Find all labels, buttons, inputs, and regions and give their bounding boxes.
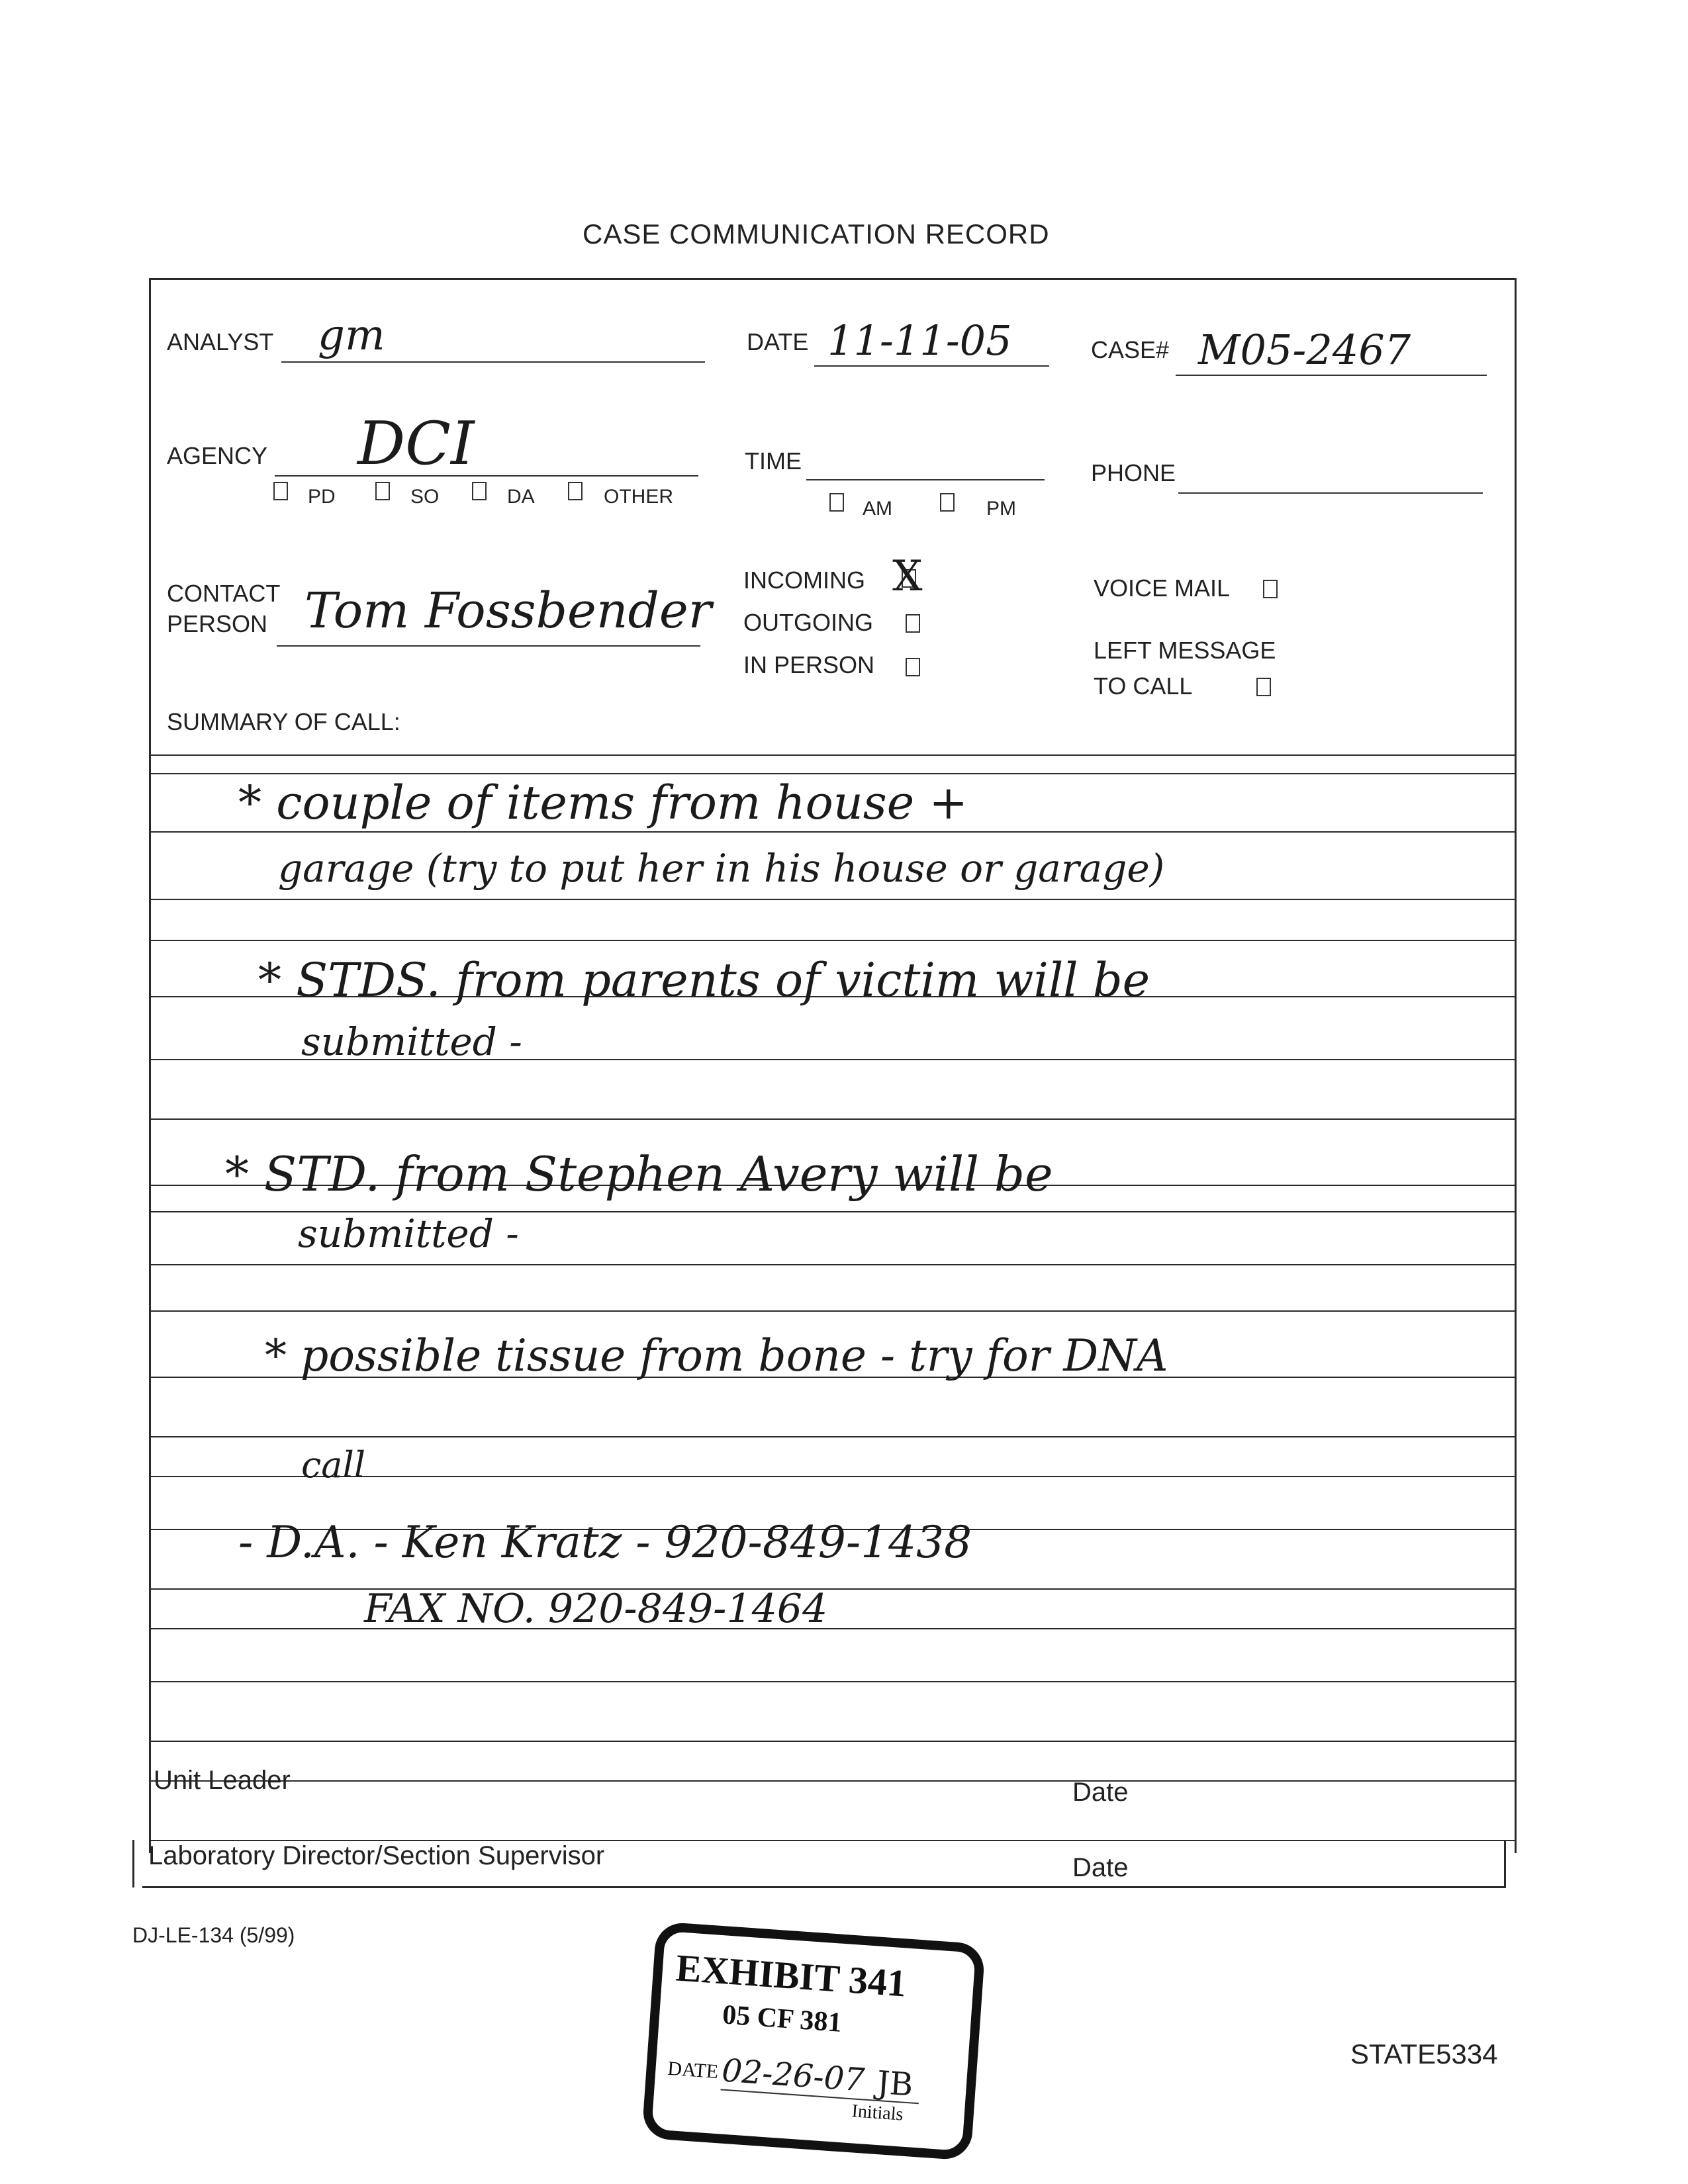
summary-line-10: FAX NO. 920-849-1464: [364, 1586, 828, 1632]
analyst-value: gm: [318, 311, 385, 360]
contact-label-1: CONTACT: [167, 580, 281, 607]
summary-line-8: call: [301, 1444, 365, 1486]
summary-line-1: * couple of items from house +: [238, 776, 968, 830]
date-label: DATE: [747, 328, 809, 355]
left-message-label-1: LEFT MESSAGE: [1094, 637, 1276, 664]
da-label: DA: [507, 486, 535, 508]
incoming-check-mark: X: [892, 552, 923, 601]
other-label: OTHER: [604, 486, 673, 508]
time-label: TIME: [745, 447, 802, 475]
unit-leader-date-label: Date: [1072, 1778, 1129, 1807]
other-checkbox[interactable]: [568, 482, 583, 500]
stamp-initials-value: JB: [875, 2064, 915, 2104]
in-person-label: IN PERSON: [743, 651, 875, 678]
agency-value: DCI: [357, 409, 475, 478]
bates-number: STATE5334: [1350, 2038, 1498, 2070]
pm-label: PM: [986, 498, 1016, 520]
summary-line-6: submitted -: [298, 1211, 519, 1256]
unit-leader-label: Unit Leader: [154, 1766, 291, 1795]
lab-director-label: Laboratory Director/Section Supervisor: [148, 1841, 605, 1870]
stamp-date-value: 02-26-07: [720, 2052, 866, 2099]
lab-director-date-label: Date: [1072, 1853, 1129, 1882]
left-message-checkbox[interactable]: [1256, 678, 1271, 696]
contact-value: Tom Fossbender: [305, 582, 712, 639]
contact-label-2: PERSON: [167, 610, 268, 637]
summary-line-4: submitted -: [301, 1019, 522, 1064]
am-checkbox[interactable]: [829, 493, 844, 512]
stamp-date-label: DATE: [667, 2057, 720, 2083]
am-label: AM: [863, 498, 892, 520]
case-value: M05-2467: [1198, 326, 1411, 374]
summary-label: SUMMARY OF CALL:: [167, 708, 400, 735]
pm-checkbox[interactable]: [940, 493, 955, 512]
da-checkbox[interactable]: [472, 482, 487, 500]
page-title: CASE COMMUNICATION RECORD: [583, 218, 1050, 250]
pd-checkbox[interactable]: [273, 482, 288, 500]
analyst-label: ANALYST: [167, 328, 274, 355]
form-number: DJ-LE-134 (5/99): [132, 1923, 295, 1947]
summary-line-3: * STDS. from parents of victim will be: [258, 953, 1150, 1007]
date-value: 11-11-05: [827, 316, 1012, 365]
voice-mail-checkbox[interactable]: [1263, 580, 1278, 598]
voice-mail-label: VOICE MAIL: [1094, 574, 1231, 602]
stamp-case-number: 05 CF 381: [721, 1999, 843, 2038]
so-checkbox[interactable]: [375, 482, 390, 500]
in-person-checkbox[interactable]: [906, 658, 920, 676]
summary-line-9: - D.A. - Ken Kratz - 920-849-1438: [238, 1517, 972, 1568]
left-message-label-2: TO CALL: [1094, 672, 1193, 700]
pd-label: PD: [308, 486, 336, 508]
agency-label: AGENCY: [167, 442, 268, 469]
outgoing-label: OUTGOING: [743, 609, 873, 636]
incoming-label: INCOMING: [743, 567, 865, 594]
so-label: SO: [410, 486, 440, 508]
exhibit-stamp: [641, 1921, 986, 2161]
outgoing-checkbox[interactable]: [906, 614, 920, 633]
phone-label: PHONE: [1091, 459, 1176, 486]
case-label: CASE#: [1091, 336, 1170, 363]
summary-line-5: * STD. from Stephen Avery will be: [225, 1146, 1053, 1202]
summary-line-2: garage (try to put her in his house or garage): [278, 846, 1165, 891]
summary-line-7: * possible tissue from bone - try for DNA: [265, 1330, 1168, 1381]
stamp-initials-label: Initials: [851, 2101, 904, 2125]
stamp-title: EXHIBIT 341: [674, 1946, 908, 2005]
